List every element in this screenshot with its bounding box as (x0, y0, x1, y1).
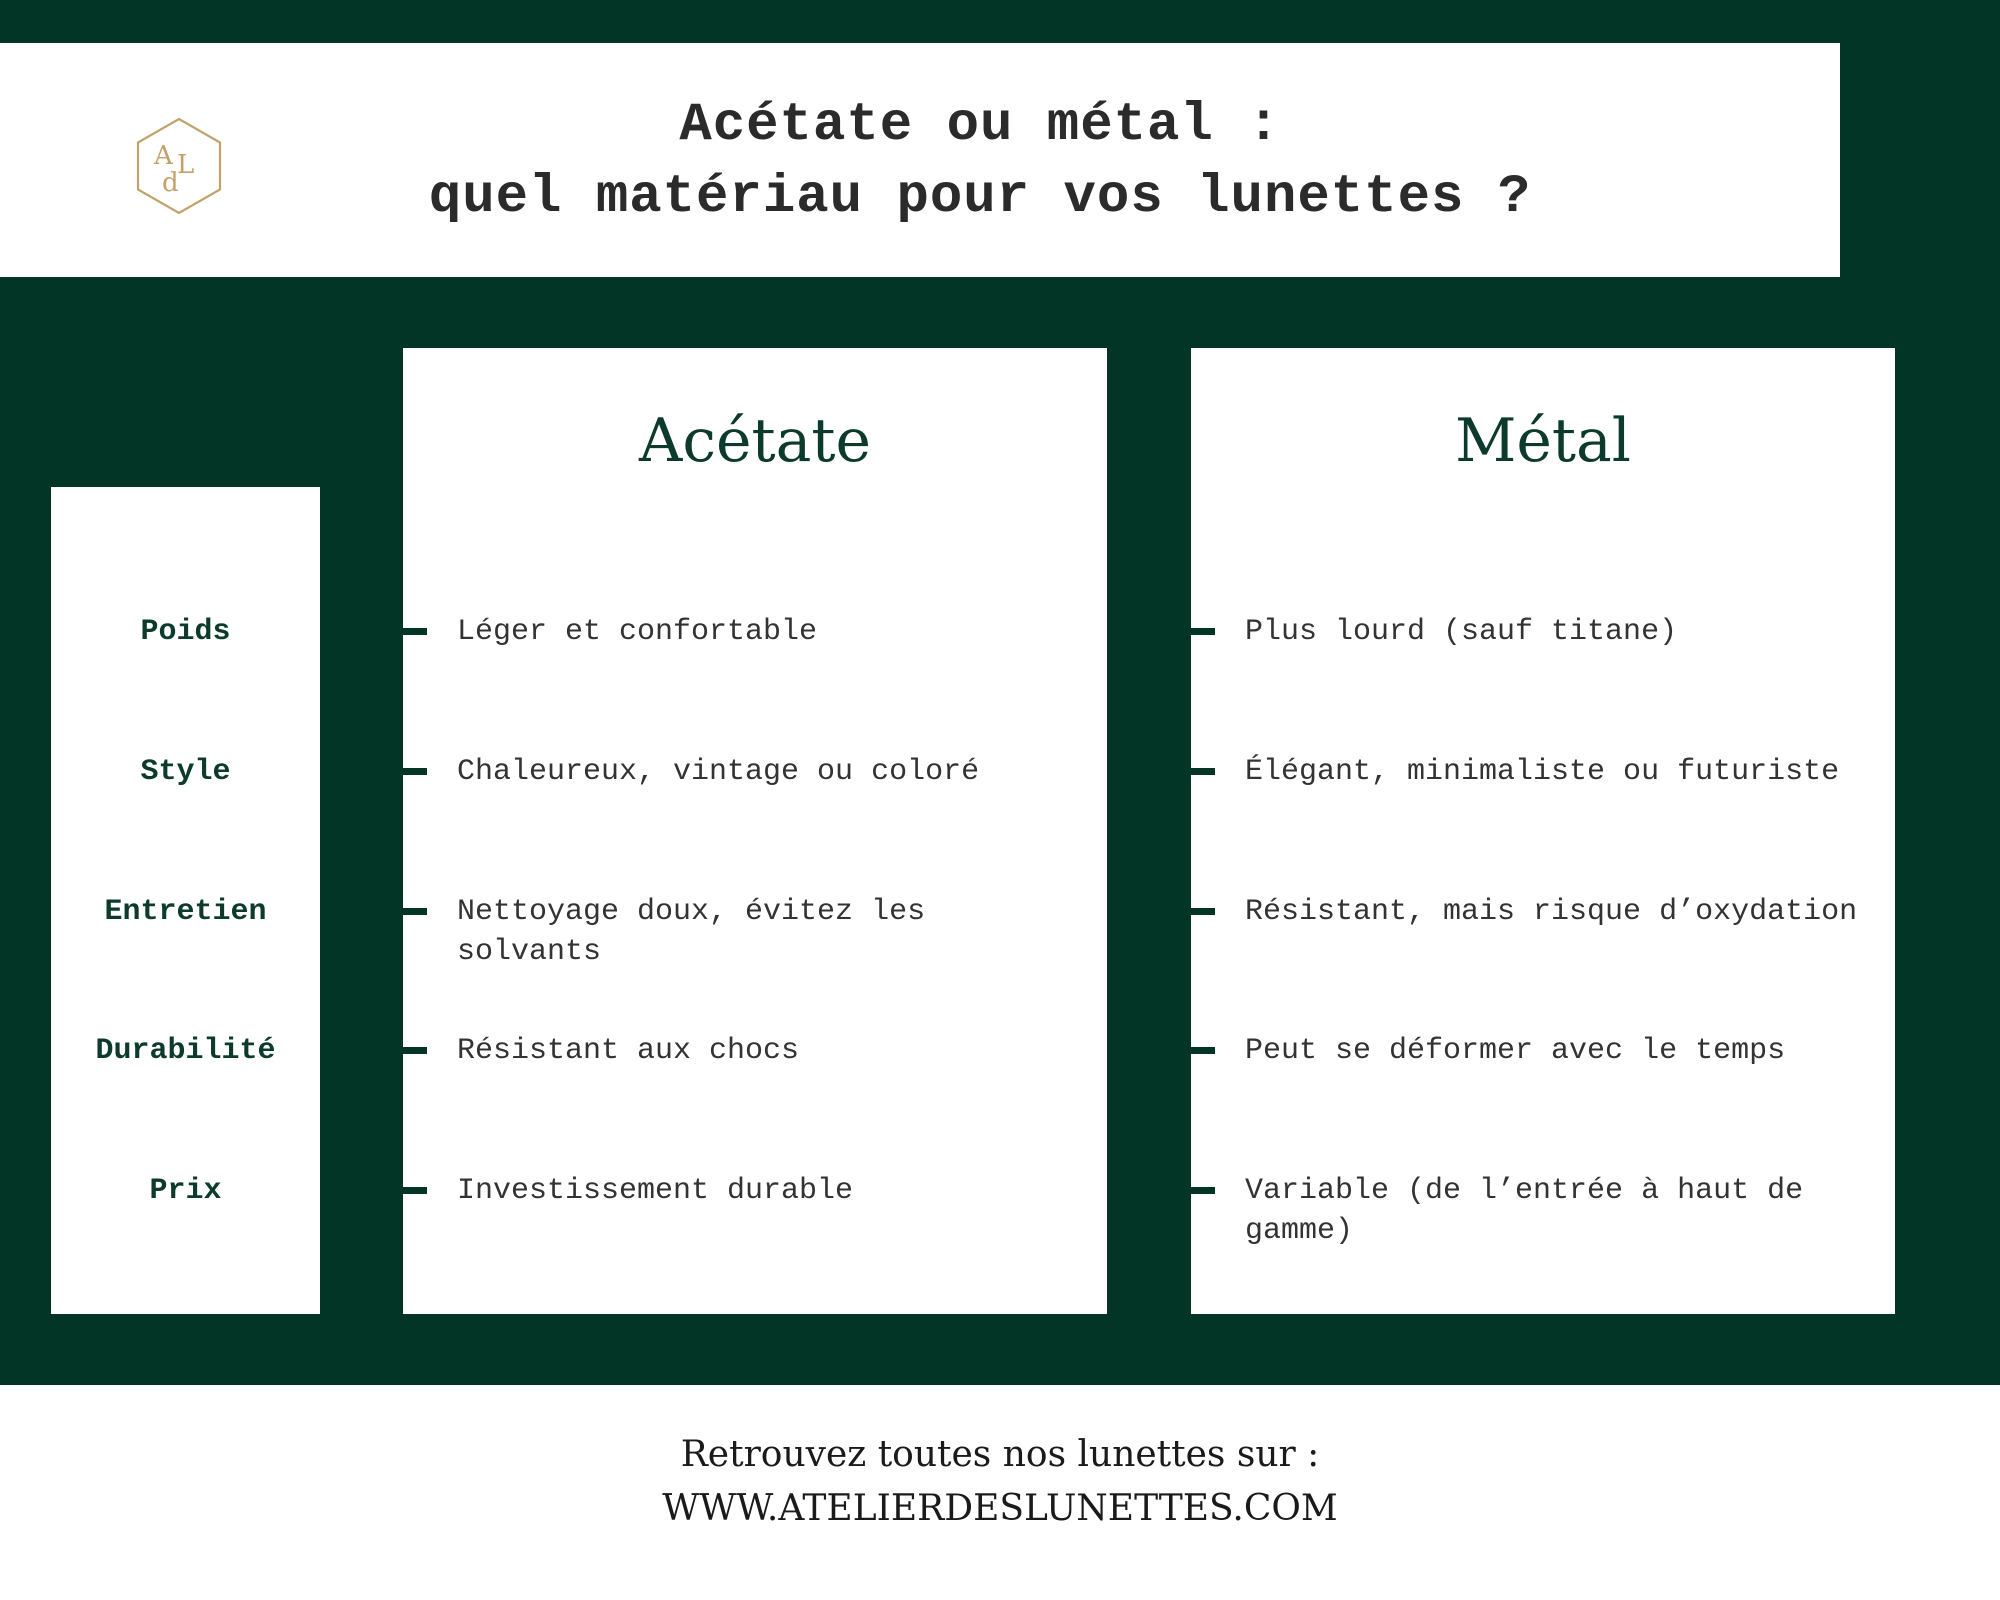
title-line-2: quel matériau pour vos lunettes ? (428, 167, 1532, 228)
acetate-item: Résistant aux chocs (457, 1034, 800, 1068)
footer-text: Retrouvez toutes nos lunettes sur : (680, 1434, 1320, 1475)
title-line-1: Acétate ou métal : (679, 95, 1281, 156)
metal-heading: Métal (1454, 406, 1631, 476)
website-link[interactable]: WWW.ATELIERDESLUNETTES.COM (662, 1488, 1338, 1529)
svg-text:L: L (177, 150, 195, 180)
acetate-item: Chaleureux, vintage ou coloré (457, 755, 980, 789)
metal-item: Peut se déformer avec le temps (1245, 1034, 1786, 1068)
metal-item: Élégant, minimaliste ou futuriste (1245, 755, 1840, 789)
bullet-dash-icon (403, 768, 427, 775)
svg-text:A: A (154, 141, 173, 171)
metal-item: Résistant, mais risque d’oxydation (1245, 895, 1858, 929)
svg-text:d: d (162, 168, 179, 198)
criterion-label: Poids (140, 615, 231, 649)
criterion-label: Prix (149, 1174, 222, 1208)
bullet-dash-icon (1191, 628, 1215, 635)
bullet-dash-icon (1191, 768, 1215, 775)
bullet-dash-icon (1191, 1187, 1215, 1194)
metal-item: Variable (de l’entrée à haut de gamme) (1245, 1174, 1804, 1248)
bullet-dash-icon (403, 628, 427, 635)
acetate-item: Léger et confortable (457, 615, 818, 649)
acetate-panel (403, 348, 1107, 1314)
bullet-dash-icon (1191, 908, 1215, 915)
footer (0, 1428, 2000, 1536)
criterion-label: Entretien (104, 895, 267, 929)
acetate-item: Nettoyage doux, évitez les solvants (457, 895, 926, 969)
metal-panel (1191, 348, 1895, 1314)
criterion-label: Style (140, 755, 231, 789)
bullet-dash-icon (403, 1187, 427, 1194)
bullet-dash-icon (1191, 1047, 1215, 1054)
criteria-column (51, 487, 320, 1314)
metal-item: Plus lourd (sauf titane) (1245, 615, 1678, 649)
bullet-dash-icon (403, 908, 427, 915)
acetate-item: Investissement durable (457, 1174, 854, 1208)
acetate-heading: Acétate (639, 406, 871, 476)
bullet-dash-icon (403, 1047, 427, 1054)
page-title (150, 90, 1810, 234)
criterion-label: Durabilité (95, 1034, 276, 1068)
